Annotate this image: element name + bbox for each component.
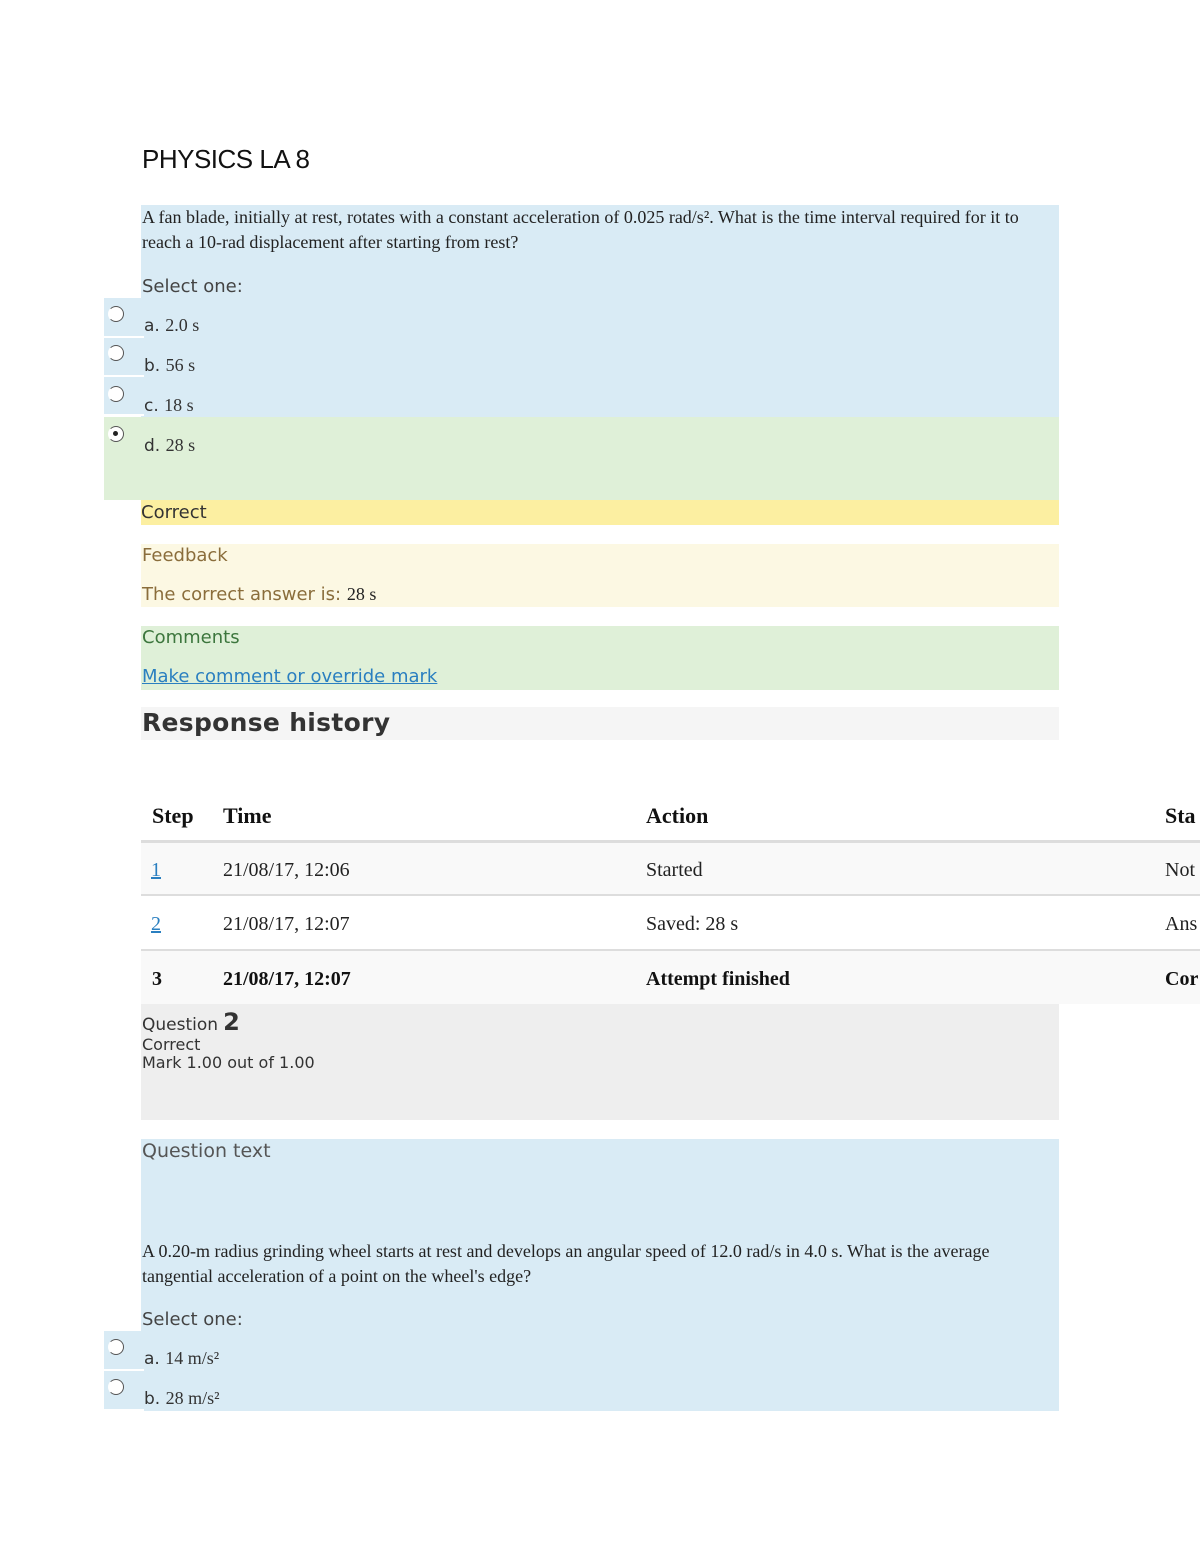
radio-option-b[interactable] <box>108 1379 124 1395</box>
column-header-action: Action <box>646 803 709 828</box>
row-action: Saved: 28 s <box>646 913 739 935</box>
divider <box>104 1409 144 1411</box>
right-answer-prefix: The correct answer is: <box>142 584 342 605</box>
option-value: 28 m/s² <box>165 1388 220 1408</box>
question-2-info <box>141 1004 1059 1120</box>
option-a-label[interactable] <box>144 1348 219 1369</box>
page-title: PHYSICS LA 8 <box>142 144 310 174</box>
radio-option-d[interactable] <box>108 426 124 442</box>
question-2-text: A 0.20-m radius grinding wheel starts at rest and develops an angular speed of 12.0 rad/s in 4.0 s. What is the average tangential acceleration of a point on the wheel's edge? <box>142 1241 990 1286</box>
radio-option-a[interactable] <box>108 306 124 322</box>
option-value: 56 s <box>165 355 196 375</box>
correct-option-highlight <box>104 417 1059 500</box>
row-divider <box>141 894 1200 896</box>
question-no: 2 <box>223 1008 240 1036</box>
option-a-label[interactable] <box>144 315 199 336</box>
option-value: 18 s <box>164 395 194 415</box>
option-value: 28 s <box>165 435 196 455</box>
question-label: Question <box>142 1015 219 1035</box>
option-value: 14 m/s² <box>165 1348 220 1368</box>
question-number <box>142 1008 240 1036</box>
row-state: Cor <box>1165 968 1199 990</box>
option-letter: a. <box>144 1349 160 1369</box>
divider <box>104 414 144 416</box>
option-letter: c. <box>144 396 159 416</box>
option-letter: a. <box>144 316 160 336</box>
row-action: Started <box>646 859 703 881</box>
column-header-step: Step <box>152 803 194 828</box>
row-action: Attempt finished <box>646 968 790 990</box>
row-step: 3 <box>152 968 162 990</box>
question-status: Correct <box>142 1035 201 1054</box>
response-history-title: Response history <box>142 708 391 737</box>
option-b-label[interactable] <box>144 355 195 376</box>
row-time: 21/08/17, 12:06 <box>223 859 350 881</box>
option-letter: b. <box>144 356 161 376</box>
select-one-label: Select one: <box>142 276 243 297</box>
question-grade: Mark 1.00 out of 1.00 <box>142 1053 315 1072</box>
radio-option-a[interactable] <box>108 1339 124 1355</box>
step-link-1[interactable]: 1 <box>151 859 161 881</box>
right-answer-value: 28 s <box>346 584 377 604</box>
comments-heading: Comments <box>142 627 240 648</box>
column-header-time: Time <box>223 803 272 828</box>
row-state: Not <box>1165 859 1195 881</box>
question-1-state: Correct <box>141 500 1059 525</box>
question-1-text: A fan blade, initially at rest, rotates with a constant acceleration of 0.025 rad/s². What is the time interval required for it to reach a 10-rad displacement after starting from rest? <box>142 207 1019 252</box>
radio-option-b[interactable] <box>108 345 124 361</box>
row-time: 21/08/17, 12:07 <box>223 913 350 935</box>
option-letter: b. <box>144 1389 161 1409</box>
option-d-label[interactable] <box>144 435 195 456</box>
right-answer <box>142 584 376 605</box>
column-header-state: Sta <box>1165 803 1196 828</box>
option-b-label[interactable] <box>144 1388 220 1409</box>
option-c-label[interactable] <box>144 395 194 416</box>
step-link-2[interactable]: 2 <box>151 913 161 935</box>
option-value: 2.0 s <box>165 315 200 335</box>
row-state: Ans <box>1165 913 1198 935</box>
question-text-heading: Question text <box>142 1140 271 1162</box>
feedback-heading: Feedback <box>142 545 228 566</box>
comment-override-link[interactable]: Make comment or override mark <box>142 666 438 687</box>
radio-option-c[interactable] <box>108 386 124 402</box>
option-letter: d. <box>144 436 161 456</box>
row-time: 21/08/17, 12:07 <box>223 968 351 990</box>
select-one-label: Select one: <box>142 1309 243 1330</box>
